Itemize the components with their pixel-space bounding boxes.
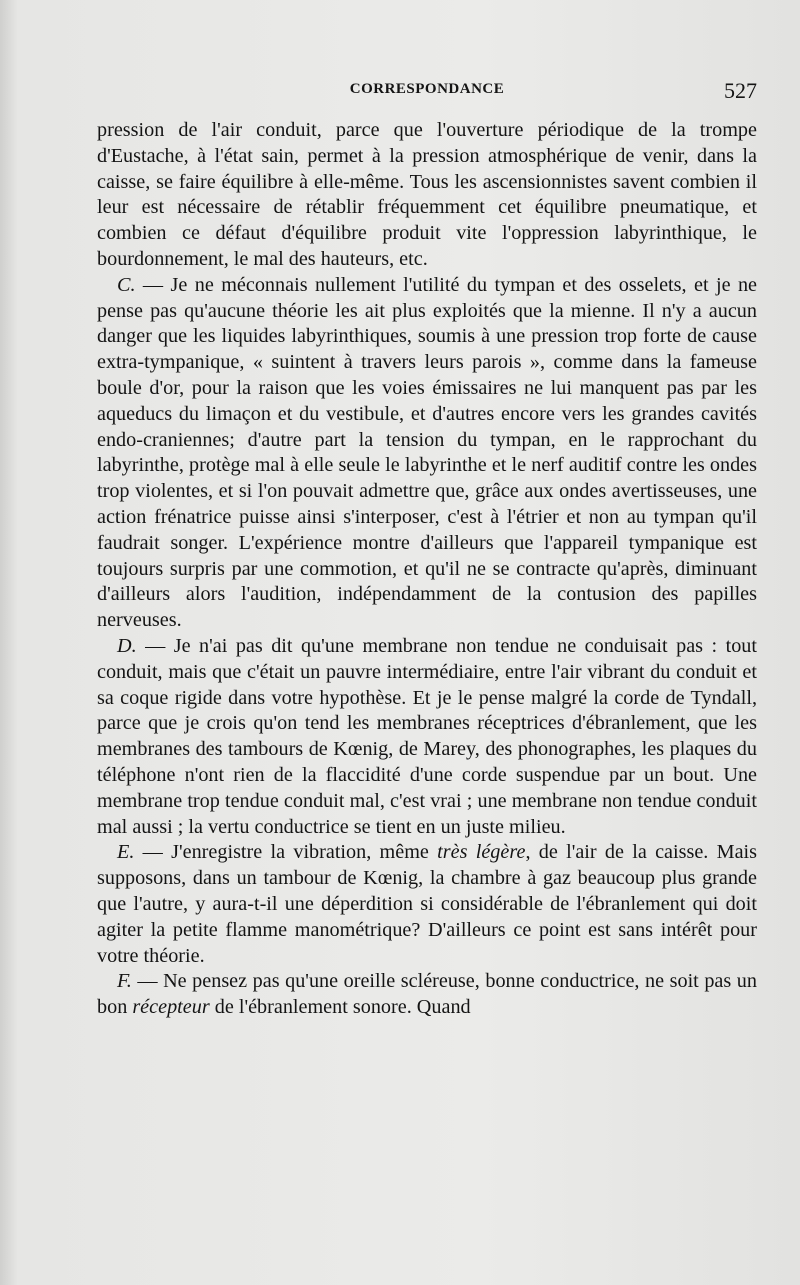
body-text <box>97 118 757 1021</box>
paragraph-e <box>97 840 757 969</box>
emphasis-text: très légère <box>437 841 526 864</box>
paragraph-mark: D. <box>117 634 137 657</box>
paragraph-text: pression de l'air conduit, parce que l'ouverture périodique de la trompe d'Eustache, à l'état sain, permet à la pression atmosphérique de venir, dans la caisse, se faire équilibre à elle-même. Tous les ascensionnistes savent combien il leur est nécessaire de rétablir fréquemment cet équilibre pneumatique, et combien ce défaut d'équilibre produit vite l'oppression labyrinthique, le bourdonnement, le mal des hauteurs, etc. <box>97 119 757 270</box>
paragraph-mark: E. <box>117 841 135 864</box>
paragraph-text: de l'ébranlement sonore. Quand <box>209 996 471 1019</box>
paragraph-text: — Ne pensez pas qu'une oreille scléreuse, bonne conductrice, ne soit pas un bon <box>97 970 757 1019</box>
running-title: CORRESPONDANCE <box>349 81 505 97</box>
paragraph-text: — Je n'ai pas dit qu'une membrane non tendue ne conduisait pas : tout conduit, mais que c'était un pauvre intermédiaire, entre l'air vibrant du conduit et sa coque rigide dans votre hypothèse. Et je le pense malgré la corde de Tyndall, parce que je crois qu'on tend les membranes réceptrices d'ébranlement, que les membranes des tambours de Kœnig, de Marey, des phonographes, les plaques du téléphone n'ont rien de la flaccidité d'une corde suspendue par un bout. Une membrane trop tendue conduit mal, c'est vrai ; une membrane non tendue conduit mal aussi ; la vertu conductrice se tient en un juste milieu. <box>97 634 757 838</box>
paragraph-text: — Je ne méconnais nullement l'utilité du tympan et des osselets, et je ne pense pas qu'aucune théorie les ait plus exploités que la mienne. Il n'y a aucun danger que les liquides labyrinthiques, soumis à une pression trop forte de cause extra-tympanique, « suintent à travers leurs parois », comme dans la fameuse boule d'or, pour la raison que les voies émissaires ne lui manquent pas par les aqueducs du limaçon et du vestibule, et d'autres encore vers les grandes cavités endo-craniennes; d'autre part la tension du tympan, en le rapprochant du labyrinthe, protège mal à elle seule le labyrinthe et le nerf auditif contre les ondes trop violentes, et si l'on pouvait admettre que, grâce aux ondes avertisseuses, une action frénatrice puisse ainsi s'interposer, c'est à l'étrier et non au tympan qu'il faudrait songer. L'expérience montre d'ailleurs que l'appareil tympanique est toujours surpris par une commotion, et qu'il ne se contracte qu'après, diminuant d'ailleurs alors l'audition, indépendamment de la contusion des papilles nerveuses. <box>97 273 757 632</box>
emphasis-text: récepteur <box>132 996 210 1019</box>
paragraph-f <box>97 969 757 1021</box>
page-number: 527 <box>724 78 757 103</box>
paragraph-c <box>97 273 757 634</box>
paragraph-text: , de l'air de la caisse. Mais supposons, dans un tambour de Kœnig, la chambre à gaz beaucoup plus grande que l'autre, y aura-t-il une déperdition si considérable de l'ébranlement qui doit agiter la petite flamme manométrique? D'ailleurs ce point est sans intérêt pour votre théorie. <box>97 841 758 967</box>
page-header <box>97 78 757 102</box>
paragraph-mark: C. <box>117 273 136 296</box>
paragraph-continuation <box>97 118 757 273</box>
paragraph-text: — J'enregistre la vibration, même <box>134 841 438 864</box>
paragraph-d <box>97 634 757 840</box>
paragraph-mark: F. <box>117 970 132 993</box>
